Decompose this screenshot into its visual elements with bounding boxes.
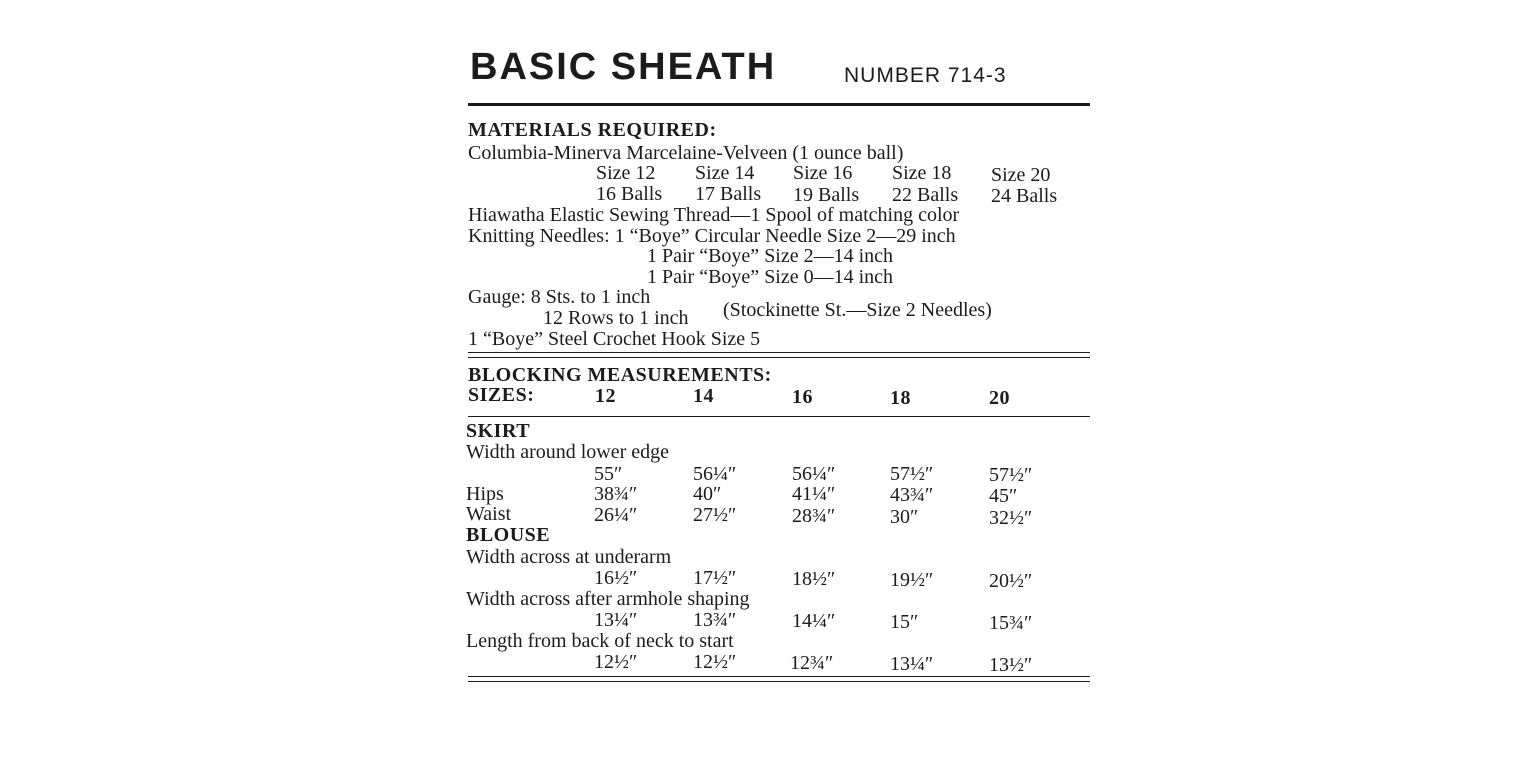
ball-count: 16 Balls — [596, 183, 663, 205]
measure-label: Waist — [466, 503, 512, 525]
section-divider — [468, 357, 1090, 358]
pattern-card — [464, 40, 1090, 690]
ball-count: 17 Balls — [695, 183, 762, 205]
measure-value: 40″ — [693, 483, 722, 505]
ball-count: 22 Balls — [892, 184, 959, 206]
measure-value: 56¼″ — [792, 463, 836, 485]
thread-line: Hiawatha Elastic Sewing Thread—1 Spool of matching color — [468, 204, 960, 226]
measure-label: Hips — [466, 483, 504, 505]
size-label: Size 20 — [991, 164, 1051, 186]
gauge-rows: 12 Rows to 1 inch — [543, 307, 689, 329]
size-label: Size 12 — [596, 162, 656, 184]
measure-value: 16½″ — [594, 567, 638, 589]
measure-label: Length from back of neck to start — [466, 630, 734, 652]
measure-label: Width around lower edge — [466, 441, 670, 463]
measure-value: 30″ — [890, 506, 919, 528]
yarn-line: Columbia-Minerva Marcelaine-Velveen (1 ounce ball) — [468, 142, 904, 164]
hook-line: 1 “Boye” Steel Crochet Hook Size 5 — [468, 328, 761, 350]
measure-value: 17½″ — [693, 567, 737, 589]
size-column: 16 — [792, 386, 813, 408]
measure-value: 12¾″ — [790, 652, 834, 674]
size-column: 12 — [595, 385, 616, 407]
measure-value: 57½″ — [890, 463, 934, 485]
title-divider — [468, 103, 1090, 106]
needles-line: 1 Pair “Boye” Size 2—14 inch — [647, 245, 894, 267]
size-label: Size 16 — [793, 162, 853, 184]
measure-value: 15¾″ — [989, 612, 1033, 634]
measure-value: 14¼″ — [792, 610, 836, 632]
measure-label: Width across at underarm — [466, 546, 672, 568]
sizes-divider — [468, 416, 1090, 417]
size-column: 20 — [989, 387, 1010, 409]
gauge-note: (Stockinette St.—Size 2 Needles) — [723, 299, 992, 321]
ball-count: 24 Balls — [991, 185, 1058, 207]
measure-value: 55″ — [594, 463, 623, 485]
gauge-stitches: Gauge: 8 Sts. to 1 inch — [468, 286, 651, 308]
measure-value: 45″ — [989, 485, 1018, 507]
size-column: 18 — [890, 387, 911, 409]
measure-value: 13¾″ — [693, 609, 737, 631]
needles-line: Knitting Needles: 1 “Boye” Circular Needle Size 2—29 inch — [468, 225, 956, 247]
bottom-divider — [468, 676, 1090, 677]
measure-value: 13½″ — [989, 654, 1033, 676]
measure-value: 15″ — [890, 611, 919, 633]
measure-value: 20½″ — [989, 570, 1033, 592]
measure-value: 13¼″ — [890, 653, 934, 675]
measure-value: 19½″ — [890, 569, 934, 591]
bottom-divider — [468, 681, 1090, 682]
pattern-number: NUMBER 714-3 — [844, 64, 1007, 87]
measure-value: 41¼″ — [792, 483, 836, 505]
measure-label: Width across after armhole shaping — [466, 588, 750, 610]
ball-count: 19 Balls — [793, 184, 860, 206]
measure-value: 56¼″ — [693, 463, 737, 485]
measure-value: 27½″ — [693, 504, 737, 526]
measure-value: 32½″ — [989, 507, 1033, 529]
measure-value: 28¾″ — [792, 505, 836, 527]
measure-value: 57½″ — [989, 464, 1033, 486]
needles-line: 1 Pair “Boye” Size 0—14 inch — [647, 266, 894, 288]
page-title: BASIC SHEATH — [470, 46, 777, 88]
section-divider — [468, 352, 1090, 353]
skirt-heading: SKIRT — [466, 420, 531, 442]
measure-value: 38¾″ — [594, 483, 638, 505]
measure-value: 12½″ — [693, 651, 737, 673]
measure-value: 43¾″ — [890, 484, 934, 506]
measure-value: 13¼″ — [594, 609, 638, 631]
blouse-heading: BLOUSE — [466, 524, 551, 546]
sizes-label: SIZES: — [468, 384, 535, 406]
materials-heading: MATERIALS REQUIRED: — [468, 119, 717, 141]
measure-value: 18½″ — [792, 568, 836, 590]
measure-value: 26¼″ — [594, 504, 638, 526]
size-label: Size 18 — [892, 162, 952, 184]
blocking-heading: BLOCKING MEASUREMENTS: — [468, 364, 772, 386]
measure-value: 12½″ — [594, 651, 638, 673]
size-label: Size 14 — [695, 162, 755, 184]
size-column: 14 — [693, 385, 714, 407]
